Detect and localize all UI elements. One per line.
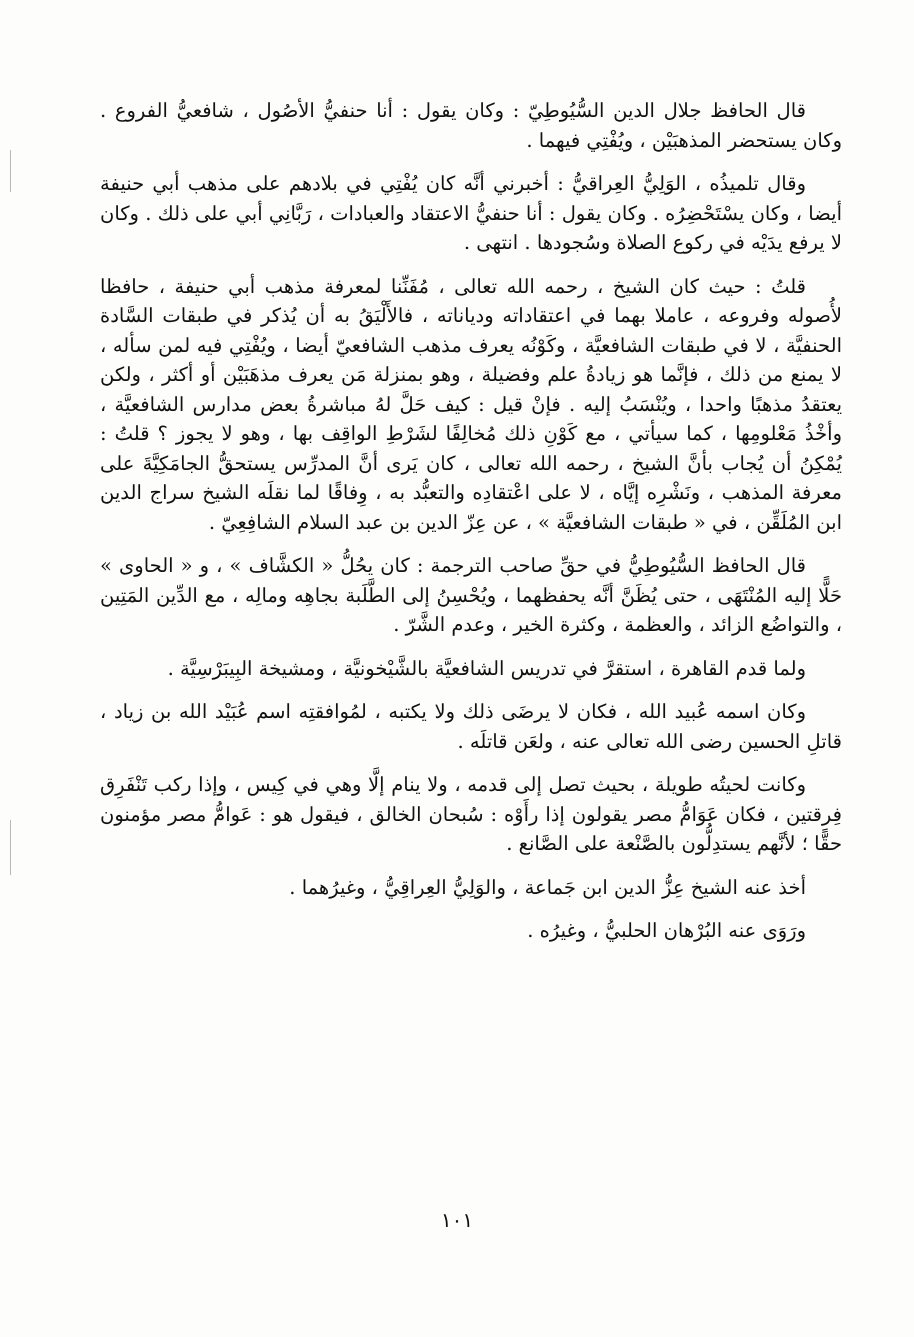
paragraph-students: أخذ عنه الشيخ عِزُّ الدين ابن جَماعة ، والوَلِيُّ العِراقِيُّ ، وغيرُهما .	[289, 875, 806, 899]
paragraph-iraqi-quote: وقال تلميذُه ، الوَلِيُّ العِراقيُّ : أخبرني أنَّه كان يُفْتِي في بلادهم على مذهب أبي حنيفة أيضا ، وكان يسْتَحْضِرُه . وكان يقول : أنا حنفيُّ الاعتقاد والعبادات ، رَبَّانِي أبي على ذلك . وكان لا يرفع يدَيْه في ركوع الصلاة وسُجودها . انتهى .	[100, 172, 842, 254]
page-number: ١٠١	[440, 1208, 474, 1232]
paragraph-beard: وكانت لحيتُه طويلة ، بحيث تصل إلى قدمه ، ولا ينام إلَّا وهي في كِيس ، وإذا ركب تَنْفَرِق فِرقتين ، فكان عَوَامُّ مصر يقولون إذا رأَوْه : سُبحان الخالق ، فيقول هو : عَوامُّ مصر مؤمنون حقًّا ؛ لأنَّهم يستدِلُّون بالصَّنْعة على الصَّانع .	[100, 773, 842, 855]
paragraph-name: وكان اسمه عُبيد الله ، فكان لا يرضَى ذلك ولا يكتبه ، لمُوافقتِه اسم عُبَيْد الله بن زياد ، قاتلِ الحسين رضى الله تعالى عنه ، ولعَن قاتلَه .	[100, 700, 842, 753]
paragraph-cairo-arrival: ولما قدم القاهرة ، استقرَّ في تدريس الشافعيَّة بالشَّيْخونيَّة ، ومشيخة البِيبَرْسِيَّة .	[167, 656, 806, 680]
page-body-text	[100, 96, 842, 960]
paragraph-narrators: ورَوَى عنه البُرْهان الحلبيُّ ، وغيرُه .	[527, 919, 806, 942]
scan-edge-mark	[10, 820, 11, 875]
paragraph-suyuti-praise: قال الحافظ السُّيُوطِيُّ في حقِّ صاحب الترجمة : كان يحُلُّ « الكشَّاف » ، و « الحاوى » حَلًّا إليه المُنْتَهَى ، حتى يُظَنَّ أنَّه يحفظهما ، ويُحْسِنُ إلى الطَّلَبة بجاهِه ومالِه ، مع الدِّين المَتِين ، والتواضُع الزائد ، والعظمة ، وكثرة الخير ، وعدم الشَّرّ .	[100, 554, 842, 636]
paragraph-suyuti-quote: قال الحافظ جلال الدين السُّيُوطِيّ : وكان يقول : أنا حنفيُّ الأصُول ، شافعيُّ الفروع . وكان يستحضر المذهبَيْن ، ويُفْتِي فيهما .	[100, 99, 842, 152]
paragraph-author-comment: قلتُ : حيث كان الشيخ ، رحمه الله تعالى ، مُفَنِّنا لمعرفة مذهب أبي حنيفة ، حافظا لأُصوله وفروعه ، عاملا بهما في اعتقاداته ودياناته ، فالأَلْيَقُ به أن يُذكر في طبقات السَّادة الحنفيَّة ، لا في طبقات الشافعيَّة ، وكَوْنُه يعرف مذهب الشافعيّ أيضا ، ويُفْتِي فيه لمن سأله ، لا يمنع من ذلك ، فإنَّما هو زيادةُ علم وفضيلة ، وهو بمنزلة مَن يعرف مذهَبَيْن أو أكثر ، ولكن يعتقدُ مذهبًا واحدا ، ويُنْسَبُ إليه . فإنْ قيل : كيف حَلَّ لهُ مباشرةُ بعض مدارس الشافعيَّة ، وأخْذُ مَعْلومِها ، كما سيأتي ، مع كَوْنِ ذلك مُخالِفًا لشَرْطِ الواقِف بها ، وهو لا يجوز ؟ قلتُ : يُمْكِنُ أن يُجاب بأنَّ الشيخ ، رحمه الله تعالى ، كان يَرى أنَّ المدرِّس يستحقُّ الجامَكِيَّةَ على معرفة المذهب ، ونَشْرِه إيَّاه ، لا على اعْتقادِه والتعبُّد به ، وِفاقًا لما نقلَه الشيخ سراج الدين ابن المُلَقِّن ، في « طبقات الشافعيَّة » ، عن عِزّ الدين بن عبد السلام الشافِعِيّ .	[100, 274, 842, 534]
scan-edge-mark	[10, 150, 11, 192]
